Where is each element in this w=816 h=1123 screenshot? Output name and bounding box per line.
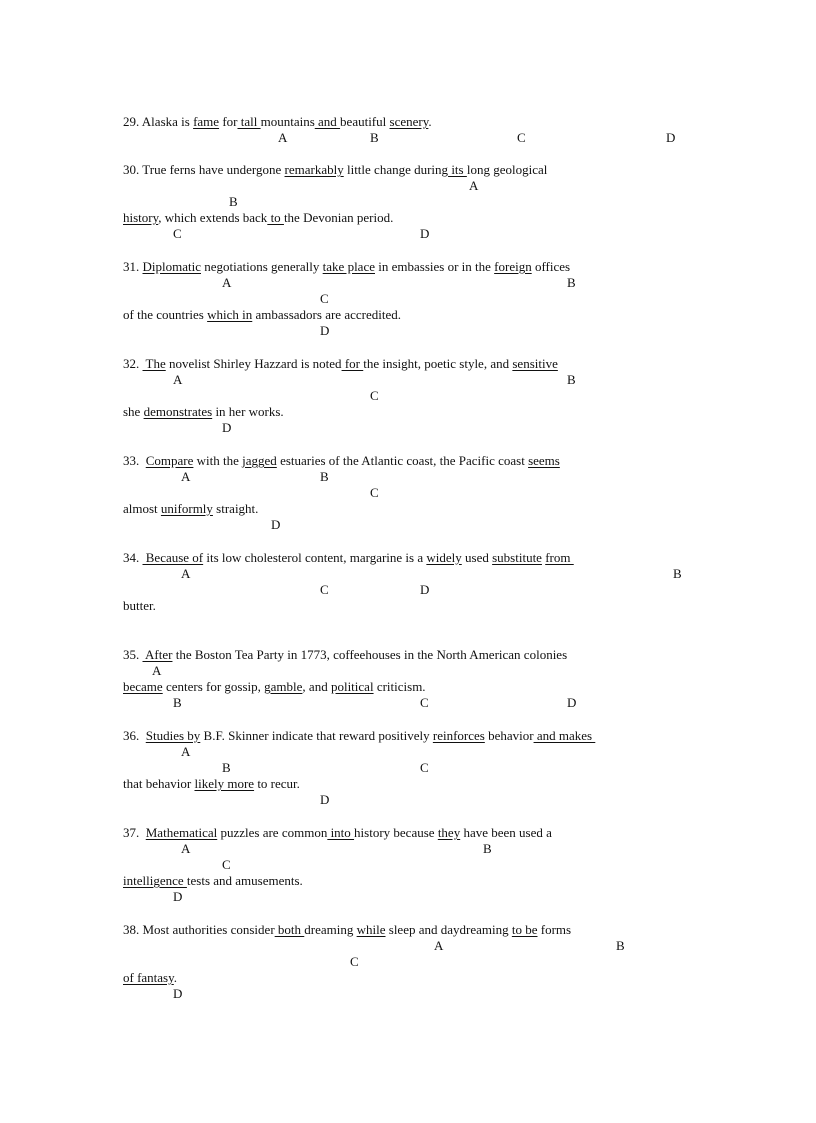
question-text: beautiful — [340, 114, 390, 129]
question-number: 30. — [123, 162, 143, 177]
underlined-option-text: remarkably — [284, 162, 344, 177]
question-34-line-2 — [123, 598, 156, 614]
answer-letter-label: C — [370, 485, 379, 500]
answer-letter-label: B — [370, 130, 379, 145]
question-text: the Devonian period. — [283, 210, 394, 225]
answer-letter-label: B — [483, 841, 492, 856]
underlined-option-text: substitute — [492, 550, 542, 565]
question-text: . — [428, 114, 432, 129]
answer-letter-label: C — [420, 695, 429, 710]
question-31-line-2 — [123, 307, 401, 323]
question-32-line-2 — [123, 404, 284, 420]
underlined-option-text: likely more — [194, 776, 255, 791]
underlined-option-text: sensitive — [512, 356, 558, 371]
answer-letter-label: A — [181, 744, 191, 759]
question-33-line-2 — [123, 501, 258, 517]
question-text: history because — [354, 825, 438, 840]
question-29-line-1 — [123, 114, 432, 130]
answer-letter-label: B — [567, 372, 576, 387]
question-text: sleep and daydreaming — [385, 922, 512, 937]
underlined-option-text: of fantasy — [123, 970, 174, 985]
question-number: 34. — [123, 550, 143, 565]
answer-letter-label: A — [181, 841, 191, 856]
question-text: that behavior — [123, 776, 195, 791]
answer-letter-label: C — [517, 130, 526, 145]
answer-letter-label: C — [320, 291, 329, 306]
question-36-line-2 — [123, 776, 300, 792]
answer-letter-label: B — [673, 566, 682, 581]
question-text: have been used a — [460, 825, 552, 840]
question-number: 35. — [123, 647, 143, 662]
question-text: dreaming — [304, 922, 357, 937]
underlined-option-text: political — [330, 679, 374, 694]
answer-letter-label: D — [420, 582, 430, 597]
answer-letter-label: A — [469, 178, 479, 193]
answer-letter-label: B — [616, 938, 625, 953]
underlined-option-text: from — [545, 550, 574, 565]
underlined-option-text: Studies by — [145, 728, 201, 743]
answer-letter-label: A — [181, 566, 191, 581]
question-text: used — [461, 550, 493, 565]
underlined-option-text: both — [274, 922, 305, 937]
underlined-option-text: Diplomatic — [142, 259, 201, 274]
question-34-line-1 — [123, 550, 574, 566]
question-text: novelist Shirley Hazzard is noted — [165, 356, 342, 371]
underlined-option-text: which in — [207, 307, 253, 322]
question-text: offices — [531, 259, 571, 274]
question-text: with the — [193, 453, 243, 468]
question-36-line-1 — [123, 728, 595, 744]
underlined-option-text: they — [437, 825, 461, 840]
question-text: negotiations generally — [201, 259, 323, 274]
question-number: 31. — [123, 259, 143, 274]
underlined-option-text: After — [142, 647, 173, 662]
question-text: for — [219, 114, 238, 129]
question-text: in her works. — [212, 404, 284, 419]
underlined-option-text: take place — [322, 259, 375, 274]
question-number: 38. — [123, 922, 143, 937]
question-text: tests and amusements. — [186, 873, 303, 888]
underlined-option-text: gamble — [264, 679, 303, 694]
underlined-option-text: demonstrates — [143, 404, 213, 419]
answer-letter-label: B — [173, 695, 182, 710]
question-37-line-1 — [123, 825, 552, 841]
underlined-option-text: reinforces — [432, 728, 485, 743]
question-text: centers for gossip, — [162, 679, 265, 694]
underlined-option-text: and — [314, 114, 341, 129]
question-text: to recur. — [254, 776, 300, 791]
question-30-line-2 — [123, 210, 393, 226]
question-text: butter. — [123, 598, 156, 613]
question-text: its low cholesterol content, margarine is a — [203, 550, 427, 565]
question-number: 36. — [123, 728, 143, 743]
underlined-option-text: uniformly — [160, 501, 213, 516]
question-text: straight. — [212, 501, 259, 516]
underlined-option-text: Compare — [145, 453, 194, 468]
underlined-option-text: became — [123, 679, 163, 694]
question-30-line-1 — [123, 162, 547, 178]
underlined-option-text: Mathematical — [145, 825, 218, 840]
question-text: the insight, poetic style, and — [363, 356, 513, 371]
underlined-option-text: jagged — [242, 453, 277, 468]
question-number: 32. — [123, 356, 143, 371]
underlined-option-text: Because of — [142, 550, 204, 565]
answer-letter-label: C — [420, 760, 429, 775]
answer-letter-label: D — [173, 986, 183, 1001]
question-text: puzzles are common — [217, 825, 328, 840]
underlined-option-text: into — [327, 825, 355, 840]
underlined-option-text: foreign — [494, 259, 532, 274]
answer-letter-label: C — [320, 582, 329, 597]
question-text: criticism. — [373, 679, 426, 694]
underlined-option-text: its — [448, 162, 467, 177]
question-text: Alaska is — [141, 114, 194, 129]
answer-letter-label: D — [320, 323, 330, 338]
answer-letter-label: D — [222, 420, 232, 435]
question-32-line-1 — [123, 356, 558, 372]
answer-letter-label: A — [222, 275, 232, 290]
answer-letter-label: D — [567, 695, 577, 710]
answer-letter-label: C — [173, 226, 182, 241]
question-text: B.F. Skinner indicate that reward positively — [200, 728, 433, 743]
question-33-line-1 — [123, 453, 560, 469]
answer-letter-label: B — [567, 275, 576, 290]
question-text: little change during — [343, 162, 449, 177]
question-text: long geological — [466, 162, 548, 177]
question-text: in embassies or in the — [375, 259, 495, 274]
question-text: Most authorities consider — [142, 922, 275, 937]
question-35-line-1 — [123, 647, 567, 663]
underlined-option-text: for — [341, 356, 364, 371]
underlined-option-text: scenery — [389, 114, 429, 129]
underlined-option-text: seems — [528, 453, 560, 468]
question-number: 29. — [123, 114, 142, 129]
question-number: 37. — [123, 825, 143, 840]
answer-letter-label: D — [173, 889, 183, 904]
question-number: 33. — [123, 453, 143, 468]
question-35-line-2 — [123, 679, 426, 695]
answer-letter-label: C — [370, 388, 379, 403]
question-text: . — [173, 970, 178, 985]
question-text: forms — [537, 922, 572, 937]
question-text: she — [123, 404, 144, 419]
question-text: mountains — [260, 114, 315, 129]
answer-letter-label: C — [350, 954, 359, 969]
question-text: behavior — [484, 728, 534, 743]
answer-letter-label: B — [320, 469, 329, 484]
answer-letter-label: A — [434, 938, 444, 953]
underlined-option-text: to be — [511, 922, 538, 937]
underlined-option-text: and makes — [533, 728, 596, 743]
underlined-option-text: history — [123, 210, 159, 225]
question-text: the Boston Tea Party in 1773, coffeehouses in the North American colonies — [172, 647, 568, 662]
answer-letter-label: D — [420, 226, 430, 241]
underlined-option-text: tall — [237, 114, 261, 129]
question-text: , and — [302, 679, 331, 694]
answer-letter-label: A — [278, 130, 288, 145]
underlined-option-text: The — [142, 356, 166, 371]
question-text: True ferns have undergone — [142, 162, 285, 177]
underlined-option-text: to — [267, 210, 284, 225]
question-text: ambassadors are accredited. — [252, 307, 401, 322]
underlined-option-text: widely — [426, 550, 462, 565]
question-38-line-1 — [123, 922, 571, 938]
answer-letter-label: C — [222, 857, 231, 872]
answer-letter-label: A — [152, 663, 162, 678]
underlined-option-text: intelligence — [123, 873, 187, 888]
answer-letter-label: A — [173, 372, 183, 387]
answer-letter-label: B — [229, 194, 238, 209]
answer-letter-label: B — [222, 760, 231, 775]
question-37-line-2 — [123, 873, 303, 889]
question-38-line-2 — [123, 970, 177, 986]
answer-letter-label: A — [181, 469, 191, 484]
question-31-line-1 — [123, 259, 570, 275]
answer-letter-label: D — [320, 792, 330, 807]
answer-letter-label: D — [666, 130, 676, 145]
question-text: estuaries of the Atlantic coast, the Pacific coast — [276, 453, 529, 468]
answer-letter-label: D — [271, 517, 281, 532]
question-text: almost — [123, 501, 161, 516]
question-text: of the countries — [123, 307, 208, 322]
underlined-option-text: fame — [193, 114, 220, 129]
underlined-option-text: while — [356, 922, 386, 937]
question-text: , which extends back — [158, 210, 268, 225]
